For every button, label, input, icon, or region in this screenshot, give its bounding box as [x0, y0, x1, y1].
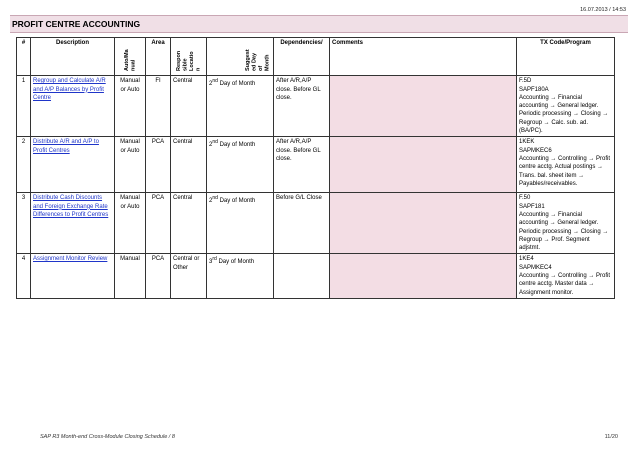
day-number: 2 — [209, 81, 213, 88]
col-header-tx-code: TX Code/Program — [517, 38, 615, 76]
row-suggested-day — [207, 137, 274, 193]
table-row — [17, 76, 615, 137]
table-row — [17, 137, 615, 193]
description-link[interactable]: Regroup and Calculate A/R and A/P Balances by Profit Centre — [33, 78, 106, 101]
row-comments[interactable] — [330, 254, 517, 298]
row-auto-manual: Manual or Auto — [115, 193, 146, 254]
day-suffix: nd — [212, 139, 218, 146]
col-header-suggested-day — [207, 38, 274, 76]
row-area: PCA — [146, 193, 171, 254]
day-suffix: nd — [212, 195, 218, 202]
timestamp: 16.07.2013 / 14:53 — [580, 7, 626, 13]
day-label: Day of Month — [216, 259, 255, 266]
tx-program: SAPMKEC6 — [519, 147, 552, 154]
col-header-responsible — [171, 38, 207, 76]
tx-program: SAPF180A — [519, 86, 549, 93]
row-number: 3 — [17, 193, 31, 254]
day-suffix: rd — [212, 256, 217, 263]
row-auto-manual: Manual or Auto — [115, 76, 146, 137]
table-row — [17, 254, 615, 298]
col-header-dependencies: Dependencies/ — [274, 38, 330, 76]
closing-schedule-table — [16, 37, 615, 299]
tx-code: F.5D — [519, 78, 532, 85]
tx-menu-path: Accounting → Financial accounting → General ledger. Periodic processing → Closing → Regroup → Calc. sub. ad. (BA/PC). — [519, 94, 609, 135]
row-comments[interactable] — [330, 137, 517, 193]
tx-code: 1KE4 — [519, 256, 534, 263]
tx-menu-path: Accounting → Controlling → Profit centre acctg. Master data → Assignment monitor. — [519, 273, 611, 296]
row-area: PCA — [146, 254, 171, 298]
row-suggested-day — [207, 76, 274, 137]
tx-code: F.50 — [519, 195, 531, 202]
tx-menu-path: Accounting → Financial accounting → General ledger. Periodic processing → Closing → Regroup → Prof. Segment adjstmt. — [519, 211, 609, 252]
row-number: 4 — [17, 254, 31, 298]
day-number: 3 — [209, 259, 213, 266]
row-number: 2 — [17, 137, 31, 193]
row-location: Central or Other — [171, 254, 207, 298]
suggested-day-header-text: Suggest ed Day of Month — [245, 49, 271, 71]
table-header-row — [17, 38, 615, 76]
row-tx-code — [517, 76, 615, 137]
col-header-comments: Comments — [330, 38, 517, 76]
row-number: 1 — [17, 76, 31, 137]
row-location: Central — [171, 137, 207, 193]
description-link[interactable]: Assignment Monitor Review — [33, 256, 108, 263]
page-title-bar — [10, 15, 628, 33]
row-suggested-day — [207, 193, 274, 254]
row-comments[interactable] — [330, 76, 517, 137]
col-header-num: # — [17, 38, 31, 76]
responsible-header-text: Respon sible Locatio n — [175, 50, 201, 71]
row-location: Central — [171, 193, 207, 254]
row-description[interactable] — [31, 193, 115, 254]
description-link[interactable]: Distribute A/R and A/P to Profit Centres — [33, 139, 99, 154]
row-auto-manual: Manual — [115, 254, 146, 298]
row-description[interactable] — [31, 76, 115, 137]
day-label: Day of Month — [217, 142, 256, 149]
auto-manual-header-text: Auto/Ma nual — [123, 49, 136, 71]
row-tx-code — [517, 137, 615, 193]
day-number: 2 — [209, 142, 213, 149]
day-suffix: nd — [212, 78, 218, 85]
row-area: FI — [146, 76, 171, 137]
col-header-area: Area — [146, 38, 171, 76]
page-title: PROFIT CENTRE ACCOUNTING — [12, 19, 141, 29]
row-description[interactable] — [31, 137, 115, 193]
footer-document-title: SAP R3 Month-end Cross-Module Closing Schedule / 8 — [40, 434, 175, 440]
table-row — [17, 193, 615, 254]
col-header-auto-manual — [115, 38, 146, 76]
row-area: PCA — [146, 137, 171, 193]
row-description[interactable] — [31, 254, 115, 298]
tx-program: SAPF181 — [519, 203, 545, 210]
row-tx-code — [517, 193, 615, 254]
row-suggested-day — [207, 254, 274, 298]
row-dependencies — [274, 254, 330, 298]
row-dependencies: Before G/L Close — [274, 193, 330, 254]
tx-code: 1KEK — [519, 139, 535, 146]
tx-menu-path: Accounting → Controlling → Profit centre acctg. Actual postings → Trans. bal. sheet item → Payables/receivables. — [519, 155, 611, 187]
row-tx-code — [517, 254, 615, 298]
row-comments[interactable] — [330, 193, 517, 254]
row-dependencies: After A/R,A/P close. Before GL close. — [274, 137, 330, 193]
row-location: Central — [171, 76, 207, 137]
col-header-description: Description — [31, 38, 115, 76]
row-dependencies: After A/R,A/P close. Before GL close. — [274, 76, 330, 137]
footer-page-number: 11/20 — [604, 434, 618, 440]
day-label: Day of Month — [217, 198, 256, 205]
description-link[interactable]: Distribute Cash Discounts and Foreign Exchange Rate Differences to Profit Centres — [33, 195, 109, 218]
day-label: Day of Month — [217, 81, 256, 88]
row-auto-manual: Manual or Auto — [115, 137, 146, 193]
day-number: 2 — [209, 198, 213, 205]
tx-program: SAPMKEC4 — [519, 264, 552, 271]
